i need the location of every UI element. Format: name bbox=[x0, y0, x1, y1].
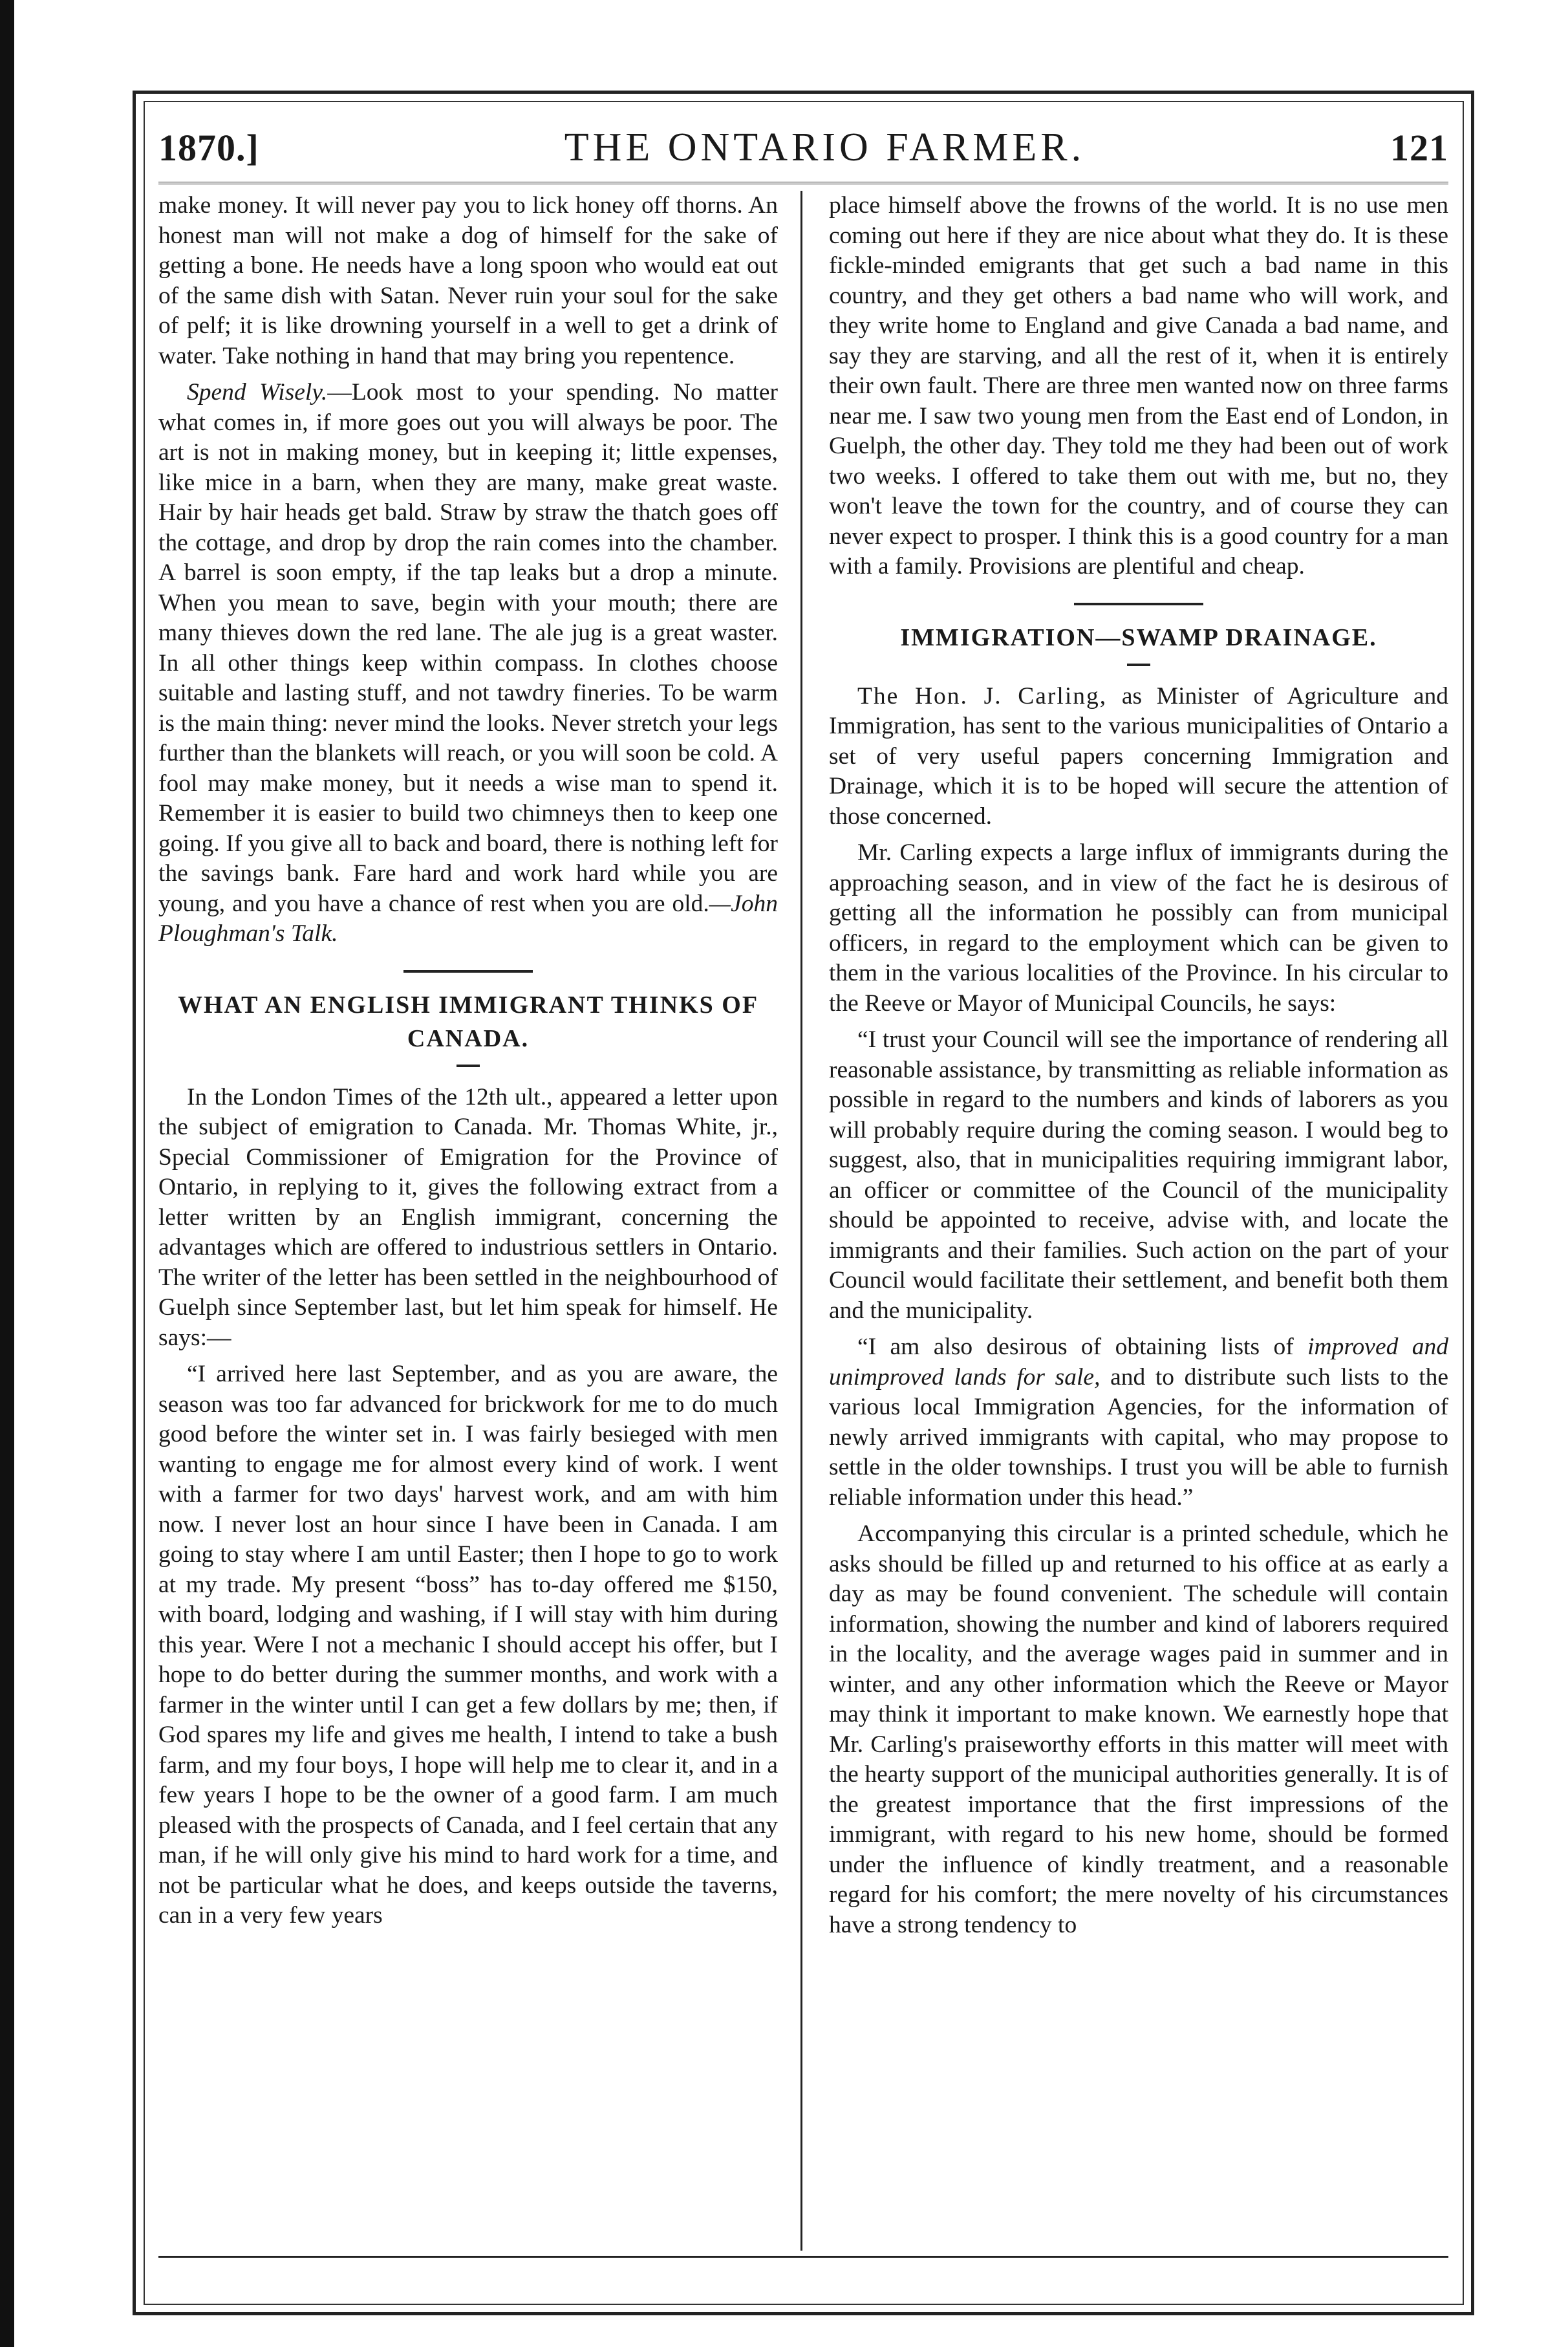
article-columns bbox=[158, 191, 1448, 2293]
lists-body: and to distribute such lists to the various local Immigration Agencies, for the information of newly arrived immigrants with capital, who may propose to settle in the older townships. I trust you will be able to furnish reliable information under this head.” bbox=[829, 1363, 1449, 1511]
publication-title: THE ONTARIO FARMER. bbox=[564, 125, 1086, 169]
right-column bbox=[829, 191, 1448, 2293]
hon-carling-lead: The Hon. J. Carling, bbox=[857, 682, 1108, 709]
heading-underline bbox=[456, 1065, 480, 1067]
page-number: 121 bbox=[1390, 126, 1448, 169]
heading-english-immigrant: WHAT AN ENGLISH IMMIGRANT THINKS OF CANADA. bbox=[177, 991, 759, 1052]
section-divider-rule bbox=[403, 970, 533, 973]
issue-year: 1870.] bbox=[158, 126, 259, 169]
masthead bbox=[158, 113, 1448, 184]
paragraph-lists-of-lands bbox=[829, 1332, 1448, 1513]
spend-wisely-lead: Spend Wisely. bbox=[187, 379, 328, 406]
spend-wisely-body: —Look most to your spending. No matter what comes in, if more goes out you will always be poor. The art is not in making money, but in keeping it; little expenses, like mice in a barn, when they are many, make great waste. Hair by hair heads get bald. Straw by straw the thatch goes off the cottage, and drop by drop the rain comes into the chamber. A barrel is soon empty, if the tap leaks but a drop a minute. When you mean to save, begin with your mouth; there are many thieves down the red lane. The ale jug is a great waster. In all other things keep within compass. In clothes choose suitable and lasting stuff, and not tawdry fineries. To be warm is the main thing: never mind the looks. Never stretch your legs further than the blankets will reach, or you will soon be cold. A fool may make money, but it needs a wise man to spend it. Remember it is easier to build two chimneys then to keep one going. If you give all to back and board, there is nothing left for the savings bank. Fare hard and work hard while you are young, and you have a chance of rest when you are old. bbox=[158, 379, 779, 917]
lists-lead: “I am also desirous of obtaining lists of bbox=[857, 1334, 1294, 1360]
paragraph-letter-continued: place himself above the frowns of the world. It is no use men coming out here if they are nice about what they do. It is these fickle-minded emigrants that get such a bad name in this country, and they get others a bad name who will work, and they write home to England and give Canada a bad name, and say they are starving, and all the rest of it, when it is entirely their own fault. There are three men wanted now on three farms near me. I saw two young men from the East end of London, in Guelph, the other day. They told me they had been out of work two weeks. I offered to take them out with me, but no, they won't leave the town for the country, and of course they can never expect to prosper. I think this is a good country for a man with a family. Provisions are plentiful and cheap. bbox=[829, 192, 1448, 579]
lists-italic: improved and unimproved lands for sale, bbox=[829, 1334, 1448, 1390]
heading-immigration-drainage: IMMIGRATION—SWAMP DRAINAGE. bbox=[900, 623, 1377, 651]
paragraph-schedule: Accompanying this circular is a printed schedule, which he asks should be filled up and returned to his office at as early a day as may be found convenient. The schedule will contain information, showing the number and kind of laborers required in the locality, and the average wages paid in summer and in winter, and any other information which the Reeve or Mayor may think it important to make known. We earnestly hope that Mr. Carling's praiseworthy efforts in this matter will meet with the hearty support of the municipal authorities generally. It is of the greatest importance that the first impressions of the immigrant, with regard to his new home, should be formed under the influence of kindly treatment, and a reasonable regard for his comfort; the mere novelty of his circumstances have a strong tendency to bbox=[829, 1520, 1448, 1938]
left-column bbox=[158, 191, 778, 2293]
spend-wisely-attribution: —John Ploughman's Talk. bbox=[158, 890, 778, 947]
bottom-rule bbox=[158, 2256, 1448, 2258]
paragraph-money-honesty: make money. It will never pay you to lick honey off thorns. An honest man will not make a dog of himself for the sake of getting a bone. He needs have a long spoon who would eat out of the same dish with Satan. Never ruin your soul for the sake of pelf; it is like drowning yourself in a well to get a drink of water. Take nothing in hand that may bring you repentence. bbox=[158, 192, 778, 369]
heading-underline bbox=[1127, 664, 1150, 666]
paragraph-spend-wisely bbox=[158, 378, 778, 949]
paragraph-hon-carling bbox=[829, 682, 1448, 832]
paragraph-immigrant-letter: “I arrived here last September, and as you are aware, the season was too far advanced for brickwork for me to do much good before the winter set in. I was fairly besieged with men wanting to engage me for almost every kind of work. I went with a farmer for two days' harvest work, and am with him now. I never lost an hour since I have been in Canada. I am going to stay where I am until Easter; then I hope to go to work at my trade. My present “boss” has to-day offered me $150, with board, lodging and washing, if I will stay with him during this year. Were I not a mechanic I should accept his offer, but I hope to do better during the summer months, and work with a farmer in the winter until I can get a few dollars by me; then, if God spares my life and gives me health, I intend to take a bush farm, and my four boys, I hope will help me to clear it, and in a few years I hope to be the owner of a good farm. I am much pleased with the prospects of Canada, and I feel certain that any man, if he will only give his mind to hard work for a time, and not be particular what he does, and keeps outside the taverns, can in a very few years bbox=[158, 1361, 778, 1929]
section-divider-rule bbox=[1074, 603, 1203, 605]
binding-edge bbox=[0, 0, 58, 2347]
hon-carling-body: as Minister of Agriculture and Immigration, has sent to the various municipalities of Ontario a set of very useful papers concerning Immigration and Drainage, which it is to be hoped will secure the attention of those concerned. bbox=[829, 682, 1449, 830]
paragraph-carling-expects: Mr. Carling expects a large influx of immigrants during the approaching season, and in view of the fact he is desirous of getting all the information he possibly can from municipal officers, in regard to the employment which can be given to them in the various localities of the Province. In his circular to the Reeve or Mayor of Municipal Councils, he says: bbox=[829, 839, 1448, 1017]
paragraph-london-times: In the London Times of the 12th ult., appeared a letter upon the subject of emigration to Canada. Mr. Thomas White, jr., Special Commissioner of Emigration for the Province of Ontario, in replying to it, gives the following extract from a letter written by an English immigrant, concerning the advantages which are offered to industrious settlers in Ontario. The writer of the letter has been settled in the neighbourhood of Guelph since September last, but let him speak for himself. He says:— bbox=[158, 1083, 778, 1351]
paragraph-circular-quote: “I trust your Council will see the importance of rendering all reasonable assistance, by transmitting as reliable information as possible in regard to the numbers and kinds of laborers as you will probably require during the coming season. I would beg to suggest, also, that in municipalities requiring immigrant labor, an officer or committee of the Council of the municipality should be appointed to receive, advise with, and locate the immigrants and their families. Such action on the part of your Council would facilitate their settlement, and benefit both them and the municipality. bbox=[829, 1026, 1448, 1324]
